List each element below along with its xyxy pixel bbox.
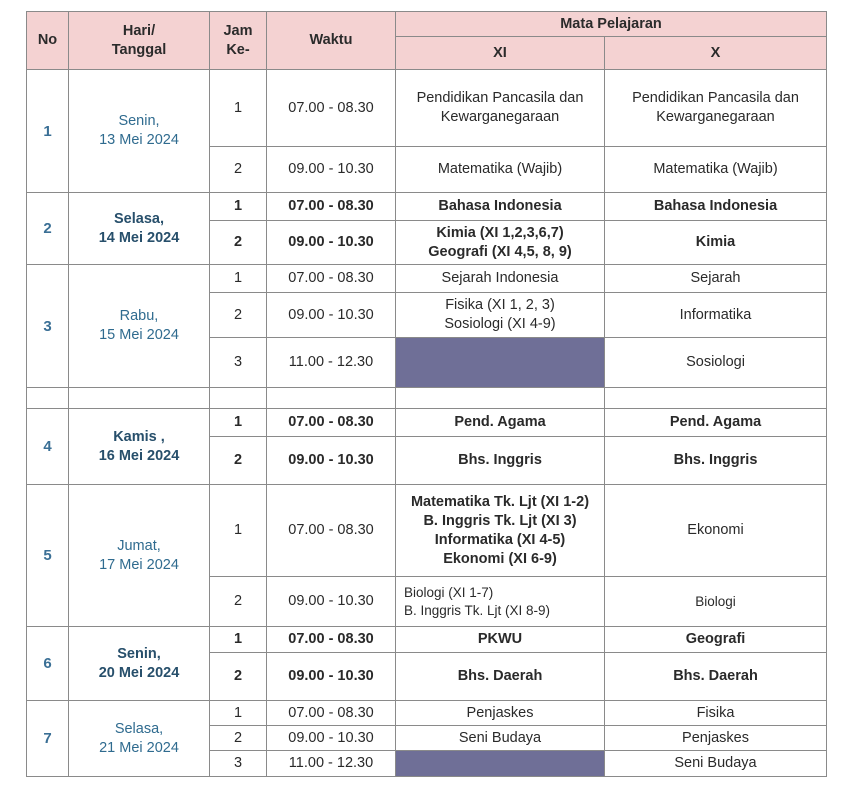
jam-cell: 1 xyxy=(210,627,267,653)
waktu-cell: 07.00 - 08.30 xyxy=(267,70,396,147)
waktu-cell: 09.00 - 10.30 xyxy=(267,726,396,751)
blank-cell xyxy=(396,751,605,777)
day-number: 5 xyxy=(27,485,69,627)
jam-cell: 2 xyxy=(210,147,267,193)
subject-x: Pendidikan Pancasila dan Kewarganegaraan xyxy=(605,70,827,147)
jam-cell: 2 xyxy=(210,437,267,485)
jam-cell: 1 xyxy=(210,193,267,221)
separator-row xyxy=(27,388,827,409)
table-row xyxy=(27,70,827,147)
jam-cell: 3 xyxy=(210,338,267,388)
table-row xyxy=(27,409,827,437)
subject-x: Fisika xyxy=(605,701,827,726)
waktu-cell: 09.00 - 10.30 xyxy=(267,653,396,701)
table-row xyxy=(27,193,827,221)
day-date: Selasa, 21 Mei 2024 xyxy=(69,701,210,777)
subject-x: Sosiologi xyxy=(605,338,827,388)
header-xi: XI xyxy=(396,37,605,70)
jam-cell: 2 xyxy=(210,577,267,627)
subject-xi: Kimia (XI 1,2,3,6,7) Geografi (XI 4,5, 8, 9) xyxy=(396,221,605,265)
jam-cell: 1 xyxy=(210,485,267,577)
subject-x: Sejarah xyxy=(605,265,827,293)
day-number: 4 xyxy=(27,409,69,485)
subject-x: Bahasa Indonesia xyxy=(605,193,827,221)
subject-xi: Fisika (XI 1, 2, 3) Sosiologi (XI 4-9) xyxy=(396,293,605,338)
jam-cell: 2 xyxy=(210,293,267,338)
subject-xi: Sejarah Indonesia xyxy=(396,265,605,293)
subject-xi: Penjaskes xyxy=(396,701,605,726)
jam-cell: 2 xyxy=(210,653,267,701)
day-date: Rabu, 15 Mei 2024 xyxy=(69,265,210,388)
day-date: Senin, 13 Mei 2024 xyxy=(69,70,210,193)
subject-xi: Matematika Tk. Ljt (XI 1-2) B. Inggris Tk. Ljt (XI 3) Informatika (XI 4-5) Ekonomi (XI 6-9) xyxy=(396,485,605,577)
waktu-cell: 09.00 - 10.30 xyxy=(267,147,396,193)
subject-x: Biologi xyxy=(605,577,827,627)
table-row xyxy=(27,701,827,726)
subject-x: Kimia xyxy=(605,221,827,265)
exam-schedule-table xyxy=(26,11,827,777)
waktu-cell: 11.00 - 12.30 xyxy=(267,338,396,388)
table-row xyxy=(27,627,827,653)
subject-x: Bhs. Daerah xyxy=(605,653,827,701)
waktu-cell: 09.00 - 10.30 xyxy=(267,577,396,627)
day-number: 1 xyxy=(27,70,69,193)
waktu-cell: 07.00 - 08.30 xyxy=(267,701,396,726)
subject-x: Pend. Agama xyxy=(605,409,827,437)
subject-x: Bhs. Inggris xyxy=(605,437,827,485)
subject-xi: Pend. Agama xyxy=(396,409,605,437)
subject-xi: Seni Budaya xyxy=(396,726,605,751)
waktu-cell: 09.00 - 10.30 xyxy=(267,437,396,485)
subject-xi: Pendidikan Pancasila dan Kewarganegaraan xyxy=(396,70,605,147)
table-row xyxy=(27,485,827,577)
header-no: No xyxy=(27,12,69,70)
subject-x: Penjaskes xyxy=(605,726,827,751)
jam-cell: 1 xyxy=(210,70,267,147)
day-date: Kamis , 16 Mei 2024 xyxy=(69,409,210,485)
blank-cell xyxy=(396,338,605,388)
header-waktu: Waktu xyxy=(267,12,396,70)
jam-cell: 1 xyxy=(210,265,267,293)
subject-x: Geografi xyxy=(605,627,827,653)
header-x: X xyxy=(605,37,827,70)
subject-x: Seni Budaya xyxy=(605,751,827,777)
day-number: 3 xyxy=(27,265,69,388)
waktu-cell: 09.00 - 10.30 xyxy=(267,221,396,265)
day-date: Jumat, 17 Mei 2024 xyxy=(69,485,210,627)
subject-xi: Matematika (Wajib) xyxy=(396,147,605,193)
day-number: 6 xyxy=(27,627,69,701)
subject-x: Matematika (Wajib) xyxy=(605,147,827,193)
subject-xi: Bahasa Indonesia xyxy=(396,193,605,221)
subject-xi: Biologi (XI 1-7) B. Inggris Tk. Ljt (XI 8-9) xyxy=(396,577,605,627)
header-jam-ke: Jam Ke- xyxy=(210,12,267,70)
day-date: Selasa, 14 Mei 2024 xyxy=(69,193,210,265)
waktu-cell: 07.00 - 08.30 xyxy=(267,265,396,293)
subject-x: Informatika xyxy=(605,293,827,338)
header-hari-tanggal: Hari/ Tanggal xyxy=(69,12,210,70)
subject-xi: PKWU xyxy=(396,627,605,653)
waktu-cell: 11.00 - 12.30 xyxy=(267,751,396,777)
subject-x: Ekonomi xyxy=(605,485,827,577)
subject-xi: Bhs. Daerah xyxy=(396,653,605,701)
waktu-cell: 07.00 - 08.30 xyxy=(267,193,396,221)
waktu-cell: 07.00 - 08.30 xyxy=(267,409,396,437)
day-number: 7 xyxy=(27,701,69,777)
table-row xyxy=(27,265,827,293)
jam-cell: 1 xyxy=(210,409,267,437)
waktu-cell: 07.00 - 08.30 xyxy=(267,627,396,653)
jam-cell: 1 xyxy=(210,701,267,726)
day-number: 2 xyxy=(27,193,69,265)
subject-xi: Bhs. Inggris xyxy=(396,437,605,485)
jam-cell: 2 xyxy=(210,726,267,751)
day-date: Senin, 20 Mei 2024 xyxy=(69,627,210,701)
waktu-cell: 07.00 - 08.30 xyxy=(267,485,396,577)
header-mata-pelajaran: Mata Pelajaran xyxy=(396,12,827,37)
jam-cell: 3 xyxy=(210,751,267,777)
jam-cell: 2 xyxy=(210,221,267,265)
waktu-cell: 09.00 - 10.30 xyxy=(267,293,396,338)
